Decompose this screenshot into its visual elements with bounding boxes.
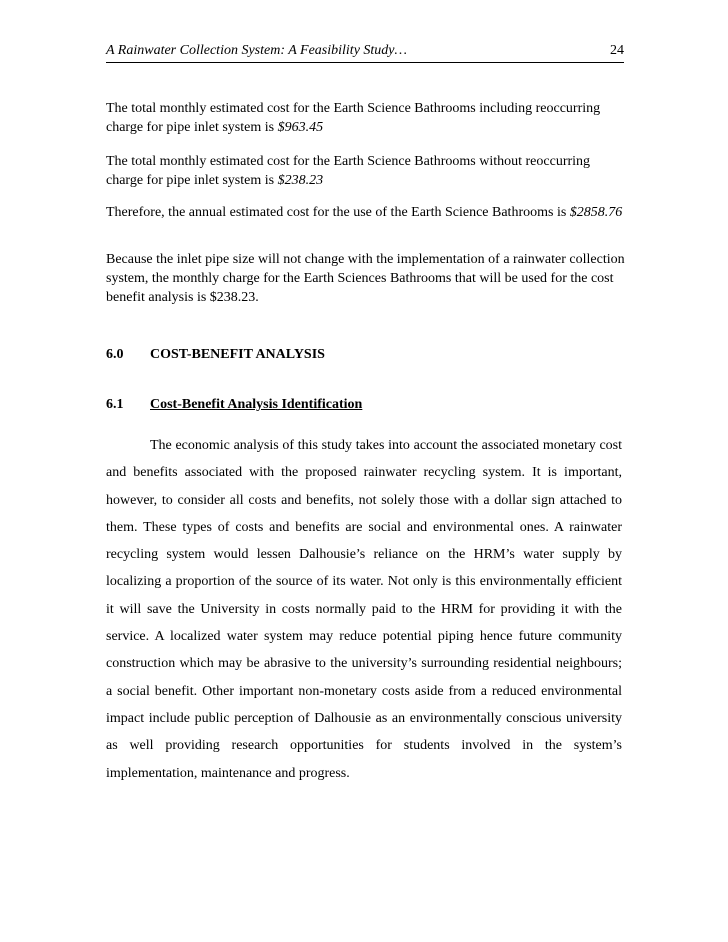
section-number: 6.1 bbox=[106, 397, 124, 412]
annual-cost-paragraph bbox=[106, 203, 626, 222]
section-title: Cost-Benefit Analysis Identification bbox=[150, 397, 363, 412]
cost-paragraph-including-reoccurring bbox=[106, 99, 626, 137]
monthly-cost-without: $238.23 bbox=[277, 173, 324, 188]
inlet-pipe-paragraph: Because the inlet pipe size will not change with the implementation of a rainwater collection system, the monthly charge for the Earth Sciences Bathrooms that will be used for the cost benefit analysis is $238.23. bbox=[106, 252, 625, 305]
paragraph-text: Therefore, the annual estimated cost for the use of the Earth Science Bathrooms is bbox=[106, 205, 570, 220]
paragraph-text: The total monthly estimated cost for the Earth Science Bathrooms including reoccurring charge for pipe inlet system is bbox=[106, 101, 601, 135]
monthly-cost-including: $963.45 bbox=[277, 120, 324, 135]
section-number: 6.0 bbox=[106, 347, 124, 362]
header-title: A Rainwater Collection System: A Feasibility Study… bbox=[106, 43, 407, 58]
paragraph-text: The total monthly estimated cost for the Earth Science Bathrooms without reoccurring charge for pipe inlet system is bbox=[106, 154, 591, 188]
annual-cost: $2858.76 bbox=[569, 205, 623, 220]
cost-paragraph-without-reoccurring bbox=[106, 152, 626, 190]
section-6-1-body: The economic analysis of this study takes into account the associated monetary cost and benefits associated with the proposed rainwater recycling system. It is important, however, to consider all costs and benefits, not solely those with a dollar sign attached to them. These types of costs and benefits are social and environmental ones. A rainwater recycling system would lessen Dalhousie’s reliance on the HRM’s water supply by localizing a proportion of the source of its water. Not only is this environmentally efficient it will save the University in costs normally paid to the HRM for providing it with the service. A localized water system may reduce potential piping hence future community construction which may be abrasive to the university’s surrounding residential neighbours; a social benefit. Other important non-monetary costs aside from a reduced environmental impact include public perception of Dalhousie as an environmentally conscious university as well providing research opportunities for students involved in the system’s implementation, maintenance and progress. bbox=[106, 438, 622, 781]
page-number: 24 bbox=[610, 43, 624, 58]
section-title: COST-BENEFIT ANALYSIS bbox=[150, 347, 325, 362]
running-header bbox=[106, 40, 624, 63]
